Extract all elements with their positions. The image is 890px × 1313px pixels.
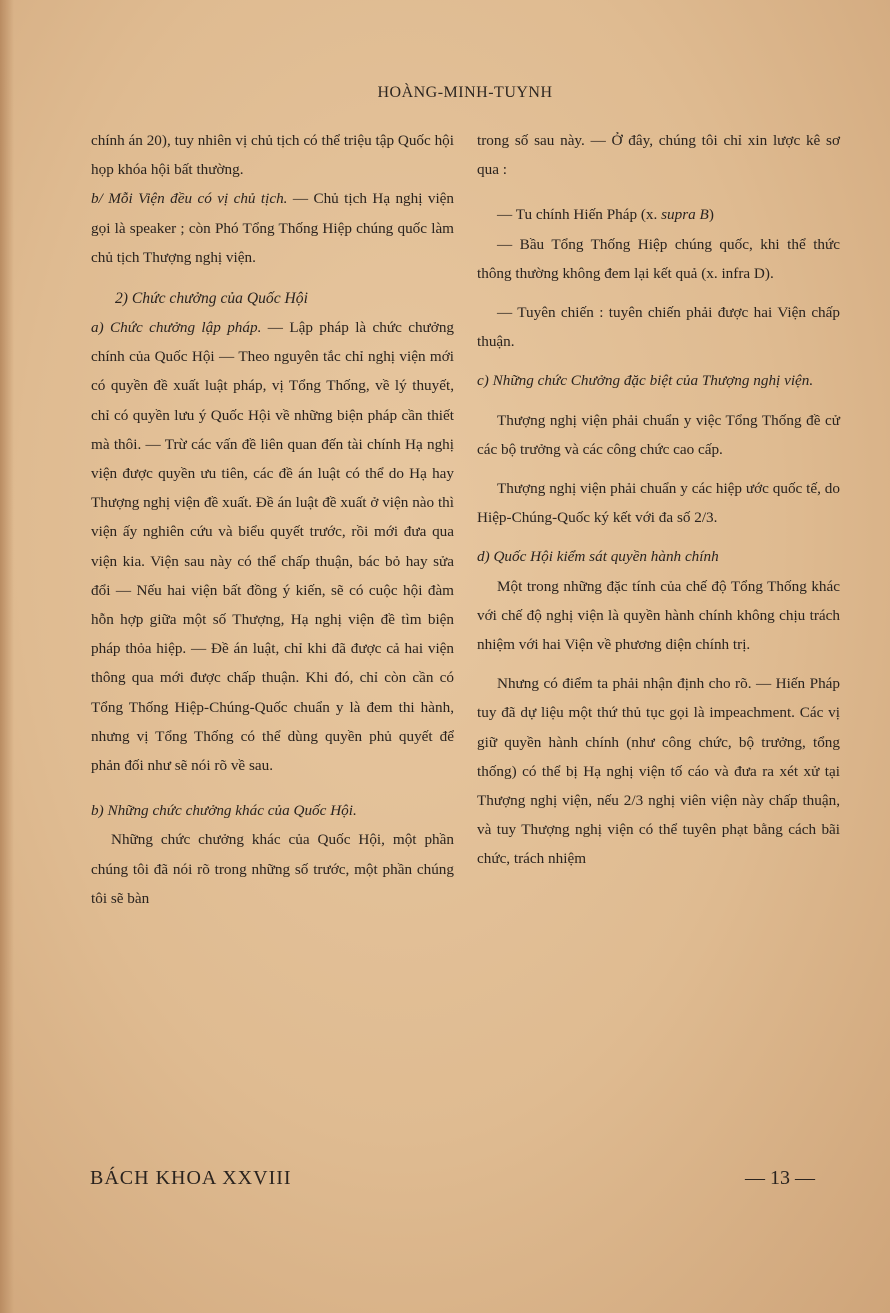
- right-paragraph-1: trong số sau này. — Ở đây, chúng tôi chỉ xin lược kê sơ qua :: [477, 132, 840, 179]
- right-column: [477, 126, 840, 874]
- subheading-b-label: b/ Mỗi Viện đều có vị chủ tịch.: [91, 190, 288, 208]
- right-paragraph-impeachment: Nhưng có điểm ta phải nhận định cho rõ. — Hiến Pháp tuy đã dự liệu một thứ thủ tục gọi là impeachment. Các vị giữ quyền hành chính (như công chức, bộ trưởng, tổng thống) có thể bị Hạ nghị viện tố cáo và đưa ra xét xử tại Thượng nghị viện, nếu 2/3 nghị viên viện này chấp thuận, và tuy Thượng nghị viện có thể tuyên phạt bằng cách bãi chức, trách nhiệm: [477, 675, 840, 868]
- right-paragraph-executive: Một trong những đặc tính của chế độ Tổng Thống khác với chế độ nghị viện là quyền hành chính không chịu trách nhiệm với hai Viện về phương diện chính trị.: [477, 577, 840, 654]
- left-paragraph-4: Những chức chưởng khác của Quốc Hội, một phần chúng tôi đã nói rõ trong những số trước, một phần chúng tôi sẽ bàn: [91, 831, 454, 907]
- subheading-b-other-powers: b) Những chức chưởng khác của Quốc Hội.: [91, 802, 357, 820]
- right-paragraph-treaties: Thượng nghị viện phải chuẩn y các hiệp ước quốc tế, do Hiệp-Chúng-Quốc ký kết với đa số 2/3.: [477, 480, 840, 527]
- left-column: [91, 126, 454, 913]
- amend-text: — Tu chính Hiến Pháp (x.: [497, 206, 662, 224]
- left-paragraph-1: chính án 20), tuy nhiên vị chủ tịch có thể triệu tập Quốc hội họp khóa hội bất thường.: [91, 132, 454, 179]
- right-paragraph-senate-appointments: Thượng nghị viện phải chuẩn y việc Tổng Thống đề cử các bộ trưởng và các công chức cao cấp.: [477, 411, 840, 458]
- right-item-amend-constitution: [477, 200, 840, 229]
- amend-ref: supra B: [661, 206, 709, 224]
- left-paragraph-3: [91, 313, 454, 780]
- left-paragraph-2: [91, 184, 454, 272]
- magazine-footer-title: BÁCH KHOA XXVIII: [90, 1167, 292, 1189]
- amend-close: ): [708, 206, 714, 224]
- subheading-d: d) Quốc Hội kiểm sát quyền hành chính: [477, 548, 719, 566]
- subheading-c: c) Những chức Chưởng đặc biệt của Thượng nghị viện.: [477, 372, 814, 390]
- page-number: — 13 —: [745, 1167, 815, 1189]
- right-item-elect-president: — Bầu Tổng Thống Hiệp chúng quốc, khi thể thức thông thường không đem lại kết quả (x. infra D).: [477, 235, 840, 282]
- subheading-a-label: a) Chức chưởng lập pháp.: [91, 319, 262, 337]
- running-header: HOÀNG-MINH-TUYNH: [377, 84, 553, 101]
- right-item-declare-war: — Tuyên chiến : tuyên chiến phải được hai Viện chấp thuận.: [477, 304, 840, 351]
- left-paragraph-3-text: — Lập pháp là chức chưởng chính của Quốc Hội — Theo nguyên tắc chỉ nghị viện mới có quyền đề xuất luật pháp, vị Tổng Thống, về lý thuyết, chỉ có quyền lưu ý Quốc Hội về những biện pháp cần thiết mà thôi. — Trừ các vấn đề liên quan đến tài chính Hạ nghị viện được quyền ưu tiên, các đề án luật có thể do Hạ hay Thượng nghị viện đề xuất. Đề án luật đề xuất ở viện nào thì viện ấy nghiên cứu và biểu quyết trước, rồi mới đưa qua viện kia. Viện sau này có thể chấp thuận, bác bỏ hay sửa đổi — Nếu hai viện bất đồng ý kiến, sẽ có cuộc hội đàm hỗn hợp giữa một số Thượng, Hạ nghị viện đề tìm biện pháp thỏa hiệp. — Đề án luật, chỉ khi đã được cả hai viện thông qua mới được chấp thuận. Khi đó, chỉ còn cần có Tổng Thống Hiệp-Chúng-Quốc chuẩn y là đem thi hành, nhưng vị Tổng Thống có thể dùng quyền phủ quyết để phản đối như sẽ nói rõ về sau.: [91, 319, 455, 775]
- page-spine-shadow: [0, 0, 14, 1313]
- section-heading-2: 2) Chức chưởng của Quốc Hội: [115, 290, 308, 308]
- left-paragraph-2-text: — Chủ tịch Hạ nghị viện gọi là speaker ; còn Phó Tổng Thống Hiệp chúng quốc làm chủ tịch Thượng nghị viện.: [91, 190, 454, 266]
